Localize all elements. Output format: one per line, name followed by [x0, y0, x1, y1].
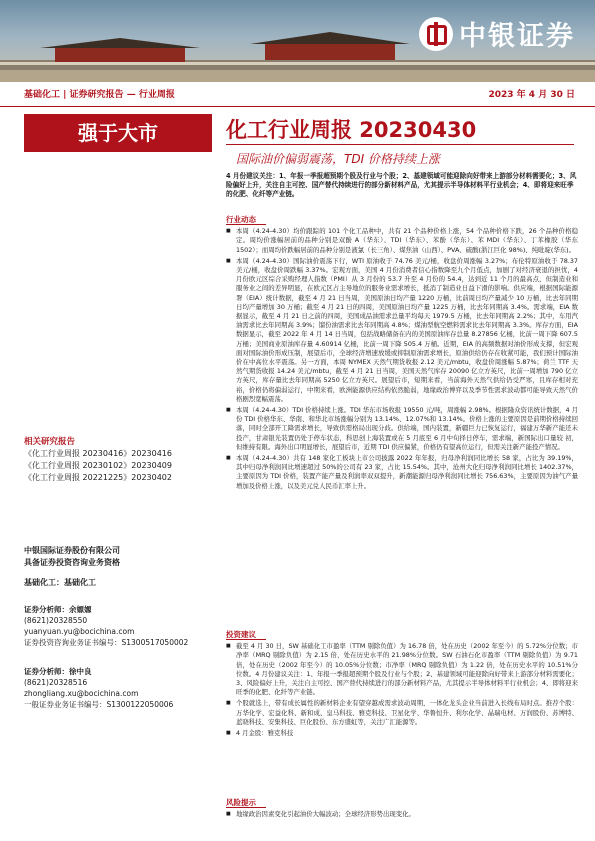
analyst-email[interactable]: zhongliang.xu@bocichina.com: [24, 689, 139, 698]
firm-info: [24, 545, 212, 569]
analyst-cert: 证券投资咨询业务证书编号：S1300517050002: [24, 638, 189, 647]
section-heading: 投资建议: [226, 630, 266, 640]
analyst-name: 证券分析师：徐中良: [24, 667, 92, 676]
report-category: 基础化工 | 证券研究报告 — 行业周报: [24, 90, 175, 100]
rating-badge: 强于大市: [24, 114, 212, 152]
related-reports: [24, 436, 212, 484]
brand-name: 中银证券: [459, 21, 575, 52]
brand-logo: [419, 14, 575, 53]
bullet-item: ■ 4 月金股：雅克科技: [226, 729, 578, 738]
bank-logo-icon: [419, 17, 453, 51]
bullet-item: ■ 本周（4.24-4.30）国际油价震荡下行，WTI 原油收于 74.76 美元/桶，收盘价周涨幅 3.27%；布伦特原油收于 78.37 美元/桶，收盘价周跌幅 3.37%。宏观方面，美国 4 月份消费者信心指数降至九个月低点，加剧了对经济衰退的担忧，4 月份欧元区综合采购经理人指数（PMI）从 3 月份的 53.7 升至 4 月份的 54.4，达到近 11 个月的最高点，但制造业和服务业之间的差异明显，在欧元区占主导地位的服务业需求增长，抵消了制造业日益下滑的影响。供应端，根据国际能源署（EIA）统计数据，截至 4 月 21 日当周，美国原油日均产量 1220 万桶，比前周日均产量减少 10 万桶，比去年同期日均产量增加 30 万桶；截至 4 月 21 日的四周，美国原油日均产量 1225 万桶，比去年同期高 3.4%。需求端，EIA 数据显示，截至 4 月 21 日之前的四周，美国成品油需求总量平均每天 1979.5 万桶，比去年同期高 2.2%；其中，车用汽油需求比去年同期高 3.9%；馏份油需求比去年同期高 4.8%；煤油型航空燃料需求比去年同期高 3.3%。库存方面，EIA 数据显示，截至 2022 年 4 月 14 日当周，包括战略储备在内的美国原油库存总量 8.27856 亿桶，比前一周下降 607.5 万桶；美国商业原油库存量 4.60914 亿桶，比前一周下降 505.4 万桶。近期，EIA 的高频数据对油价形成支撑，但宏观面对国际油价形成压制，展望后市，全球经济增速放缓或抑制原油需求增长，原油供给仍存在收紧可能，我们预计国际油价在中高位水平震荡。另一方面，本周 NYMEX 天然气期货收报 2.12 美元/mbtu，收盘价周涨幅 5.87%；荷兰 TTF 天然气期货收报 14.24 美元/mbtu，截至 4 月 21 日当周，美国天然气库存 20090 亿立方英尺，比前一周增加 790 亿立方英尺，库存量比去年同期高 5250 亿立方英尺。展望后市，短期来看，当前海外天然气供给仍受严寒，且库存相对充裕，价格仍将偏弱运行，中期来看，欧洲能源供应结构依然脆弱，地缘政治博弈以及季节性需求波动都可能导致天然气价格剧烈宽幅震荡。: [226, 257, 578, 404]
analyst-email[interactable]: yuanyuan.yu@bocichina.com: [24, 627, 135, 636]
analyst-1: [24, 604, 212, 648]
bullet-item: ■ 本周（4.24-4.30）均价跟踪的 101 个化工品种中，共有 21 个品种价格上涨，54 个品种价格下跌，26 个品种价格稳定。周均价涨幅居前的品种分别是双酚 A（华东）、TDI（华东）、苯酚（华东）、苯 MDI（华东）、丁苯橡胶（华东 1502）；而周均价跌幅居前的品种分别是液氯（长三角）、煤焦油（山西）、PVA、硫酸(浙江巨化 98%)、纯吡啶(华东)。: [226, 227, 578, 255]
analyst-phone: (8621)20328550: [24, 616, 88, 625]
bullet-item: ■ 本周（4.24-4.30）共有 148 家化工板块上市公司披露 2022 年年报，归母净利润同比增长 58 家，占比为 39.19%，其中归母净利润同比增速超过 50%的公司有 23 家，占比 15.54%。其中，沧州大化归母净利润同比增长 1402.37%，主要原因为 TDI 价格，装置产能产量及利润率双双提升，新潮能源归母净利润同比增长 756.63%，主要原因为油气产量增加及价格上涨，以及美元兑人民币汇率上升。: [226, 454, 578, 491]
section-heading: 行业动态: [226, 215, 266, 225]
firm-name: 中银国际证券股份有限公司: [24, 546, 120, 555]
analyst-phone: (8621)20328516: [24, 678, 88, 687]
bullet-item: ■ 本周（4.24-4.30）TDI 价格持续上涨。TDI 华东市场收报 19550 元/吨，周涨幅 2.98%。根据隆众资讯统计数据，4 月份 TDI 价格华东、华南、和华北市场涨幅分别为 13.14%、12.07%和 13.14%。价格上涨的主要原因是前期价格持续回落，同时全部开工降需求增长，导致供需格局出现分歧。供给端，国内装置，新疆巨力已恢复运行，福建万华新产能还未投产，甘肃银光装置仍处于停车状态，科思创上海装置或在 5 月底至 6 月中旬择日停车，需求端，新国际出口量较 初，但维持有限。海外出口明显增长，展望后市，近期 TDI 供应偏紧，价格仍有望高位运行，但需关注新产能投产情况。: [226, 406, 578, 452]
category-bar: [0, 82, 595, 107]
page-subtitle: 国际油价偏弱震荡，TDI 价格持续上涨: [236, 152, 440, 166]
section-heading: 风险提示: [226, 798, 266, 808]
summary-paragraph: 4 月份建议关注：1、年报一季报超预期个股及行业与个股；2、基建领域可能迎除向好带来上游部分材料需要化；3、风险偏好上升，关注自主可控、国产替代持续进行的部分新材料产品，尤其提示半导体材料平行业机会；4、即将迎来旺季的化肥、化纤等产业链。: [226, 172, 577, 199]
bullet-item: ■ 地缘政治因素变化引起油价大幅波动；全球经济形势出现变化。: [226, 810, 578, 819]
report-date: 2023 年 4 月 30 日: [488, 90, 575, 100]
firm-license: 具备证券投资咨询业务资格: [24, 558, 120, 567]
bullet-item: ■ 个股就选上，带有成长属性的新材料企业有望穿越成需求波动周期，一体化龙头企业当前进入长线布局时点。推荐个股：万华化学、宏益化科、新和成、皇马科技、雅克科技、卫星化学、华鲁恒升、利尔化学、晶瑞电材、万润股份、苏博特、蓝晓科技、安集科技、巨化股份、东方盛虹等，关注广汇能源等。: [226, 699, 578, 727]
analyst-cert: 一般证券业务证书编号：S1300122050006: [24, 700, 174, 709]
page-title: 化工行业周报 20230430: [226, 118, 477, 142]
industry-dynamics: [226, 215, 578, 493]
related-item[interactable]: 《化工行业周报 20221225》20230402: [24, 473, 172, 482]
related-item[interactable]: 《化工行业周报 20230416》20230416: [24, 449, 172, 458]
analyst-2: [24, 666, 212, 710]
related-heading: 相关研究报告: [24, 437, 76, 447]
bullet-item: ■ 截至 4 月 30 日，SW 基础化工市盈率（TTM 剔除负值）为 16.78 倍，处在历史（2002 年至今）的 5.72%分位数；市净率（MRQ 剔除负值）为 2.15 倍，处在历史水平的 21.98%分位数。SW 石油石化市盈率（TTM 剔除负值）为 9.71 倍，处在历史（2002 年至今）的 10.05%分位数；市净率（MRQ 剔除负值）为 1.22 倍，处在历史水平的 10.51%分位数。4 月份建议关注：1、年报一季报超预期个股及行业与个股；2、基建领域可能迎除向好带来上游部分材料需要化；3、风险偏好上升，关注自主可控、国产替代持续进行的部分新材料产品，尤其提示半导体材料平行业机会；4、即将迎来旺季的化肥、化纤等产业链。: [226, 642, 578, 697]
analyst-name: 证券分析师：余嫄嫄: [24, 605, 92, 614]
risk-section: [226, 798, 578, 821]
sector-line: 基础化工：基础化工: [24, 578, 96, 587]
header-banner: [0, 0, 595, 82]
related-item[interactable]: 《化工行业周报 20230102》20230409: [24, 461, 172, 470]
investment-advice: [226, 630, 578, 740]
title-divider: [226, 144, 574, 145]
